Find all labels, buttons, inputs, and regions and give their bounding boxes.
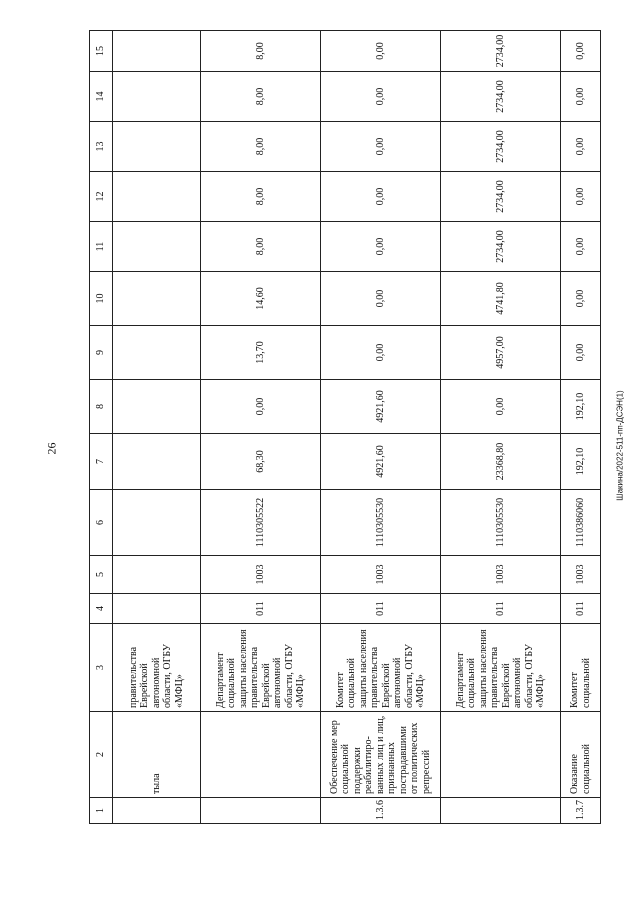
year-value: 0,00 bbox=[561, 122, 601, 172]
year-value bbox=[113, 72, 201, 122]
year-value: 0,00 bbox=[321, 72, 441, 122]
year-value bbox=[113, 222, 201, 272]
column-header: 7 bbox=[90, 434, 113, 490]
table-row bbox=[201, 31, 321, 824]
total-value: 4921,60 bbox=[321, 434, 441, 490]
total-value: 23368,80 bbox=[441, 434, 561, 490]
column-header: 9 bbox=[90, 326, 113, 380]
grbs-code: 011 bbox=[201, 594, 321, 624]
year-value: 0,00 bbox=[201, 380, 321, 434]
year-value: 2734,00 bbox=[441, 31, 561, 72]
target-article-code bbox=[113, 490, 201, 556]
rotated-table bbox=[89, 31, 592, 824]
year-value: 14,60 bbox=[201, 272, 321, 326]
table-row bbox=[441, 31, 561, 824]
year-value: 0,00 bbox=[321, 272, 441, 326]
grbs-code bbox=[113, 594, 201, 624]
year-value: 0,00 bbox=[561, 172, 601, 222]
measure-name bbox=[441, 712, 561, 798]
executor: Комитет социальной защиты населения правительства Еврейской автономной области, ОГБУ «МФЦ» bbox=[321, 624, 441, 712]
target-article-code: 1110305530 bbox=[321, 490, 441, 556]
section-code: 1003 bbox=[321, 556, 441, 594]
budget-table bbox=[89, 30, 601, 824]
total-value bbox=[113, 434, 201, 490]
year-value: 13,70 bbox=[201, 326, 321, 380]
row-number: 1.3.7 bbox=[561, 798, 601, 824]
row-number: 1.3.6 bbox=[321, 798, 441, 824]
year-value: 0,00 bbox=[561, 326, 601, 380]
header-row bbox=[90, 31, 113, 824]
year-value: 0,00 bbox=[321, 326, 441, 380]
measure-name: тыла bbox=[113, 712, 201, 798]
year-value: 4921,60 bbox=[321, 380, 441, 434]
executor: Департамент социальной защиты населения правительства Еврейской автономной области, ОГБУ «МФЦ» bbox=[201, 624, 321, 712]
grbs-code: 011 bbox=[321, 594, 441, 624]
column-header: 1 bbox=[90, 798, 113, 824]
document-code: Шакина/2022-511-пп-ДСЭН(1) bbox=[615, 390, 625, 501]
executor: правительства Еврейской автономной области, ОГБУ «МФЦ» bbox=[113, 624, 201, 712]
measure-name: Оказание социальной bbox=[561, 712, 601, 798]
column-header: 14 bbox=[90, 72, 113, 122]
year-value: 0,00 bbox=[321, 31, 441, 72]
year-value: 192,10 bbox=[561, 380, 601, 434]
year-value bbox=[113, 272, 201, 326]
grbs-code: 011 bbox=[441, 594, 561, 624]
executor: Департамент социальной защиты населения правительства Еврейской автономной области, ОГБУ «МФЦ» bbox=[441, 624, 561, 712]
table-container bbox=[89, 31, 592, 824]
column-header: 10 bbox=[90, 272, 113, 326]
year-value: 0,00 bbox=[561, 72, 601, 122]
page-number: 26 bbox=[44, 442, 59, 455]
year-value: 8,00 bbox=[201, 172, 321, 222]
year-value: 8,00 bbox=[201, 72, 321, 122]
target-article-code: 1110305530 bbox=[441, 490, 561, 556]
year-value bbox=[113, 172, 201, 222]
table-row bbox=[561, 31, 601, 824]
year-value: 0,00 bbox=[441, 380, 561, 434]
year-value bbox=[113, 31, 201, 72]
section-code: 1003 bbox=[201, 556, 321, 594]
column-header: 4 bbox=[90, 594, 113, 624]
column-header: 3 bbox=[90, 624, 113, 712]
year-value: 0,00 bbox=[321, 222, 441, 272]
table-row bbox=[321, 31, 441, 824]
year-value: 8,00 bbox=[201, 31, 321, 72]
year-value: 0,00 bbox=[561, 272, 601, 326]
executor: Комитет социальной bbox=[561, 624, 601, 712]
column-header: 11 bbox=[90, 222, 113, 272]
section-code bbox=[113, 556, 201, 594]
year-value bbox=[113, 326, 201, 380]
table-row bbox=[113, 31, 201, 824]
year-value: 0,00 bbox=[321, 172, 441, 222]
year-value: 0,00 bbox=[321, 122, 441, 172]
year-value bbox=[113, 122, 201, 172]
year-value: 0,00 bbox=[561, 222, 601, 272]
column-header: 13 bbox=[90, 122, 113, 172]
measure-name: Обеспечение мер социальной поддержки реабилитиро-ванных лиц и лиц, признанных пострадавшими от политических репрессий bbox=[321, 712, 441, 798]
row-number bbox=[113, 798, 201, 824]
year-value: 8,00 bbox=[201, 222, 321, 272]
year-value: 2734,00 bbox=[441, 72, 561, 122]
year-value: 2734,00 bbox=[441, 172, 561, 222]
row-number bbox=[441, 798, 561, 824]
year-value: 2734,00 bbox=[441, 122, 561, 172]
target-article-code: 1110305522 bbox=[201, 490, 321, 556]
section-code: 1003 bbox=[561, 556, 601, 594]
column-header: 6 bbox=[90, 490, 113, 556]
column-header: 8 bbox=[90, 380, 113, 434]
column-header: 12 bbox=[90, 172, 113, 222]
year-value: 2734,00 bbox=[441, 222, 561, 272]
row-number bbox=[201, 798, 321, 824]
column-header: 15 bbox=[90, 31, 113, 72]
total-value: 192,10 bbox=[561, 434, 601, 490]
total-value: 68,30 bbox=[201, 434, 321, 490]
column-header: 2 bbox=[90, 712, 113, 798]
year-value: 8,00 bbox=[201, 122, 321, 172]
year-value: 0,00 bbox=[561, 31, 601, 72]
year-value bbox=[113, 380, 201, 434]
measure-name bbox=[201, 712, 321, 798]
column-header: 5 bbox=[90, 556, 113, 594]
year-value: 4741,80 bbox=[441, 272, 561, 326]
year-value: 4957,00 bbox=[441, 326, 561, 380]
target-article-code: 1110386060 bbox=[561, 490, 601, 556]
section-code: 1003 bbox=[441, 556, 561, 594]
grbs-code: 011 bbox=[561, 594, 601, 624]
